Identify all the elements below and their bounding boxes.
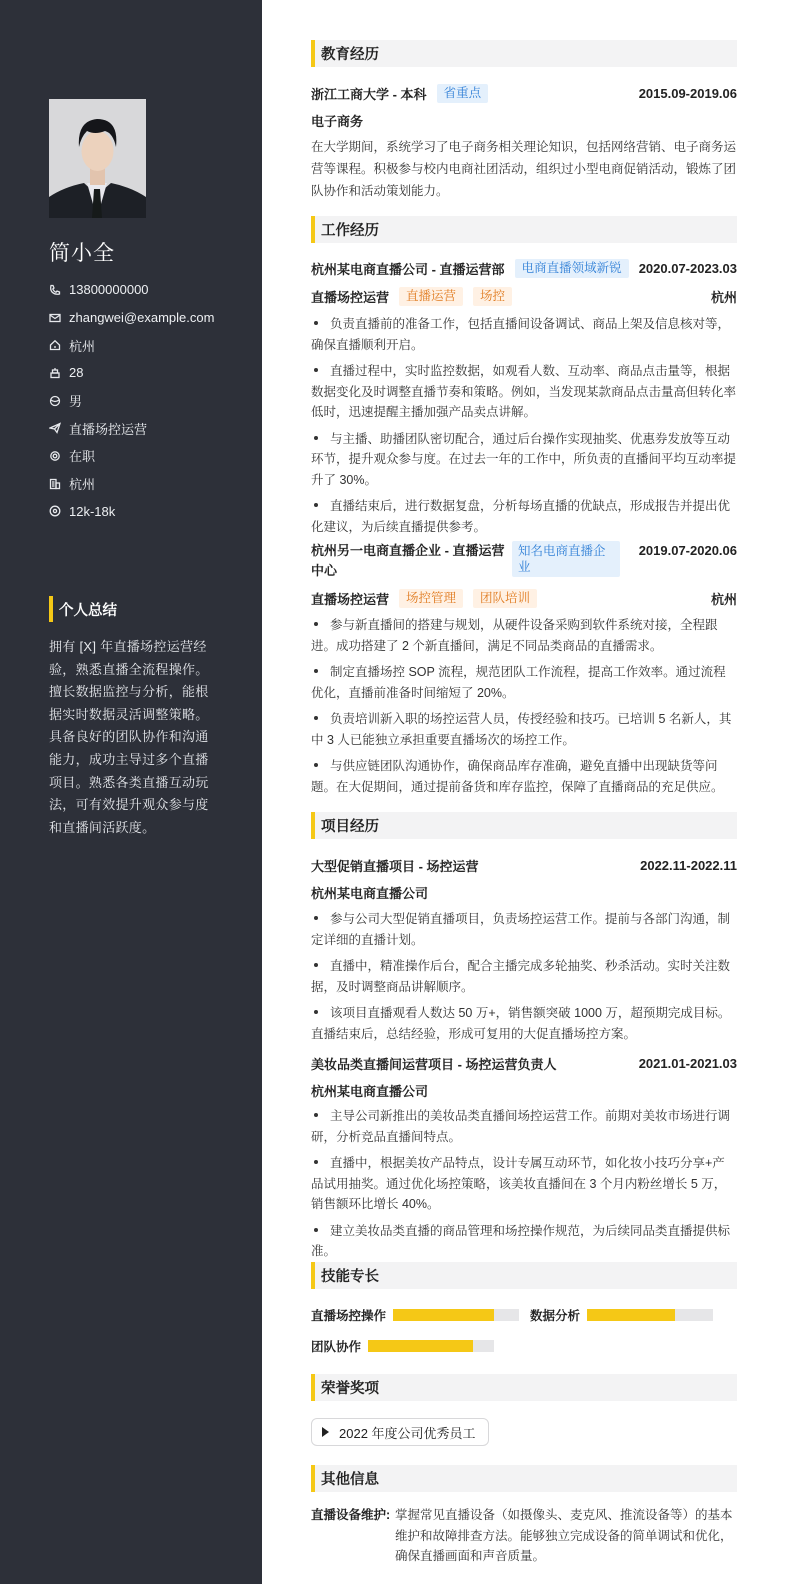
skill-name: 数据分析	[530, 1309, 581, 1323]
project-header	[311, 856, 737, 875]
skill-bar-fill	[587, 1309, 675, 1321]
section-other	[311, 1465, 737, 1492]
section-title: 项目经历	[321, 819, 379, 835]
bullet-icon	[314, 1010, 318, 1014]
job-role: 直播场控运营	[311, 592, 390, 607]
info-age-text: 28	[69, 365, 84, 381]
building-icon	[49, 478, 61, 490]
section-skills	[311, 1262, 737, 1289]
role-tag: 场控管理	[399, 589, 463, 608]
award-label: 2022 年度公司优秀员工	[339, 1425, 476, 1441]
age-icon	[49, 367, 61, 379]
info-city	[49, 470, 249, 498]
project-period: 2021.01-2021.03	[638, 1056, 737, 1071]
skill-item	[530, 1306, 713, 1324]
project-org-row	[311, 1081, 737, 1100]
list-item: 与供应链团队沟通协作，确保商品库存准确，避免直播中出现缺货等问题。在大促期间，通过提前备货和库存监控，保障了直播商品的充足供应。	[311, 759, 724, 794]
bullet-icon	[314, 669, 318, 673]
bullet-icon	[314, 503, 318, 507]
profile-photo	[49, 99, 146, 218]
info-salary-text: 12k-18k	[69, 503, 116, 519]
job-bullets	[311, 615, 737, 803]
gender-icon	[49, 395, 61, 407]
list-item: 直播结束后，进行数据复盘，分析每场直播的优缺点，形成报告并提出优化建议，为后续直播提供参考。	[311, 499, 731, 534]
section-education	[311, 40, 737, 67]
phone-icon	[49, 284, 61, 296]
accent-bar	[311, 216, 315, 243]
bullet-icon	[314, 1228, 318, 1232]
accent-bar	[311, 1465, 315, 1492]
info-city-text: 杭州	[69, 477, 96, 493]
list-item: 直播过程中，实时监控数据，如观看人数、互动率、商品点击量等，根据数据变化及时调整直播节奏和策略。例如，当发现某款商品点击量高但转化率低时，迅速提醒主播加强产品卖点讲解。	[311, 364, 737, 419]
company-tag: 电商直播领域新锐	[515, 259, 629, 278]
school-tag: 省重点	[437, 84, 489, 103]
accent-bar	[311, 812, 315, 839]
bullet-icon	[314, 716, 318, 720]
info-phone-text: 13800000000	[69, 282, 149, 298]
info-age	[49, 359, 249, 387]
section-title: 其他信息	[321, 1472, 379, 1488]
school-name: 浙江工商大学 - 本科	[311, 87, 427, 102]
job-header	[311, 259, 737, 278]
list-item: 该项目直播观看人数达 50 万+，销售额突破 1000 万，超预期完成目标。直播结束后，总结经验，形成可复用的大促直播场控方案。	[311, 1006, 731, 1041]
list-item: 主导公司新推出的美妆品类直播间场控运营工作。前期对美妆市场进行调研，分析竞品直播间特点。	[311, 1109, 731, 1144]
list-item: 建立美妆品类直播的商品管理和场控操作规范，为后续同品类直播提供标准。	[311, 1223, 731, 1258]
major: 电子商务	[311, 114, 364, 129]
job-header	[311, 541, 737, 581]
list-item: 制定直播场控 SOP 流程，规范团队工作流程，提高工作效率。通过流程优化，直播前准备时间缩短了 20%。	[311, 665, 726, 700]
list-item: 负责培训新入职的场控运营人员，传授经验和技巧。已培训 5 名新人，其中 3 人已能独立承担重要直播场次的场控工作。	[311, 712, 732, 747]
education-description: 在大学期间，系统学习了电子商务相关理论知识，包括网络营销、电子商务运营等课程。积极参与校内电商社团活动，组织过小型电商促销活动，锻炼了团队协作和活动策划能力。	[311, 140, 737, 198]
company-name: 杭州某电商直播公司 - 直播运营部	[311, 262, 505, 277]
info-home-text: 杭州	[69, 338, 96, 354]
home-icon	[49, 339, 61, 351]
skill-name: 直播场控操作	[311, 1309, 387, 1323]
mail-icon	[49, 312, 61, 324]
job-bullets	[311, 314, 737, 543]
project-org: 杭州某电商直播公司	[311, 886, 429, 901]
info-gender	[49, 387, 249, 415]
role-tag: 场控	[473, 287, 512, 306]
list-item: 负责直播前的准备工作，包括直播间设备调试、商品上架及信息核对等，确保直播顺利开启。	[311, 317, 731, 352]
salary-icon	[49, 505, 61, 517]
job-location: 杭州	[710, 592, 737, 607]
section-title: 荣誉奖项	[321, 1381, 379, 1397]
list-item: 与主播、助播团队密切配合，通过后台操作实现抽奖、优惠券发放等互动环节，提升观众参与度。在过去一年的工作中，所负责的直播间平均互动率提升了 30%。	[311, 431, 737, 487]
bullet-icon	[314, 916, 318, 920]
job-period: 2019.07-2020.06	[638, 543, 737, 558]
job-role: 直播场控运营	[311, 290, 390, 305]
section-title: 技能专长	[321, 1269, 379, 1285]
skill-bar	[393, 1309, 519, 1321]
project-org: 杭州某电商直播公司	[311, 1084, 429, 1099]
status-icon	[49, 450, 61, 462]
section-title: 教育经历	[321, 47, 379, 63]
bullet-icon	[314, 436, 318, 440]
project-header	[311, 1054, 737, 1073]
accent-bar	[49, 596, 53, 622]
education-major-row	[311, 111, 737, 130]
other-info-value: 掌握常见直播设备（如摄像头、麦克风、推流设备等）的基本维护和故障排查方法。能够独立完成设备的简单调试和优化，确保直播画面和声音质量。	[395, 1508, 733, 1563]
skill-item	[311, 1337, 494, 1355]
project-bullets	[311, 909, 737, 1050]
section-awards	[311, 1374, 737, 1401]
accent-bar	[311, 1262, 315, 1289]
info-position	[49, 414, 249, 442]
skill-bar	[368, 1340, 494, 1352]
job-location: 杭州	[710, 290, 737, 305]
info-status-text: 在职	[69, 449, 96, 465]
summary-title: 个人总结	[59, 602, 117, 619]
project-name: 大型促销直播项目 - 场控运营	[311, 859, 479, 874]
bullet-icon	[314, 1113, 318, 1117]
bullet-icon	[314, 1160, 318, 1164]
list-item: 参与新直播间的搭建与规划，从硬件设备采购到软件系统对接，全程跟进。成功搭建了 2 个新直播间，满足不同品类商品的直播需求。	[311, 618, 718, 653]
info-email-text: zhangwei@example.com	[69, 310, 215, 326]
project-period: 2022.11-2022.11	[640, 858, 737, 873]
sidebar	[0, 0, 262, 1584]
education-header	[311, 84, 737, 103]
job-role-row	[311, 589, 737, 608]
accent-bar	[311, 1374, 315, 1401]
skill-bar-fill	[368, 1340, 473, 1352]
job-period: 2020.07-2023.03	[638, 261, 737, 276]
bullet-icon	[314, 963, 318, 967]
summary-heading	[49, 596, 117, 622]
section-title: 工作经历	[321, 223, 379, 239]
skill-name: 团队协作	[311, 1340, 362, 1354]
role-tag: 团队培训	[473, 589, 537, 608]
award-item[interactable]	[311, 1418, 489, 1446]
summary-text: 拥有 [X] 年直播场控运营经验，熟悉直播全流程操作。擅长数据监控与分析，能根据实时数据灵活调整策略。具备良好的团队协作和沟通能力，成功主导过多个直播项目。熟悉各类直播互动玩法，可有效提升观众参与度和直播间活跃度。	[49, 639, 209, 835]
other-info-key: 直播设备维护:	[311, 1508, 391, 1522]
other-info-item	[311, 1505, 737, 1567]
skill-item	[311, 1306, 519, 1324]
candidate-name: 简小全	[49, 242, 115, 265]
section-work	[311, 216, 737, 243]
personal-info-list	[49, 276, 249, 525]
info-phone	[49, 276, 249, 304]
info-position-text: 直播场控运营	[69, 421, 148, 437]
bullet-icon	[314, 368, 318, 372]
send-icon	[49, 422, 61, 434]
job-role-row	[311, 287, 737, 306]
role-tag: 直播运营	[399, 287, 463, 306]
portrait-image	[49, 99, 146, 218]
info-status	[49, 442, 249, 470]
company-name: 杭州另一电商直播企业 - 直播运营中心	[311, 543, 505, 578]
skill-bar	[587, 1309, 713, 1321]
project-bullets	[311, 1106, 737, 1268]
bullet-icon	[314, 622, 318, 626]
project-name: 美妆品类直播间运营项目 - 场控运营负责人	[311, 1057, 557, 1072]
info-email	[49, 304, 249, 332]
list-item: 参与公司大型促销直播项目，负责场控运营工作。提前与各部门沟通，制定详细的直播计划。	[311, 912, 731, 947]
bullet-icon	[314, 321, 318, 325]
accent-bar	[311, 40, 315, 67]
project-org-row	[311, 883, 737, 902]
skill-bar-fill	[393, 1309, 494, 1321]
section-projects	[311, 812, 737, 839]
play-triangle-icon	[322, 1427, 329, 1437]
education-period: 2015.09-2019.06	[638, 86, 737, 101]
company-tag: 知名电商直播企业	[512, 541, 620, 577]
info-gender-text: 男	[69, 394, 83, 410]
list-item: 直播中，精准操作后台，配合主播完成多轮抽奖、秒杀活动。实时关注数据，及时调整商品讲解顺序。	[311, 959, 731, 994]
list-item: 直播中，根据美妆产品特点，设计专属互动环节，如化妆小技巧分享+产品试用抽奖。通过优化场控策略，该美妆直播间在 3 个月内粉丝增长 5 万，销售额环比增长 40%。	[311, 1156, 727, 1211]
info-salary	[49, 498, 249, 526]
bullet-icon	[314, 763, 318, 767]
info-home	[49, 331, 249, 359]
